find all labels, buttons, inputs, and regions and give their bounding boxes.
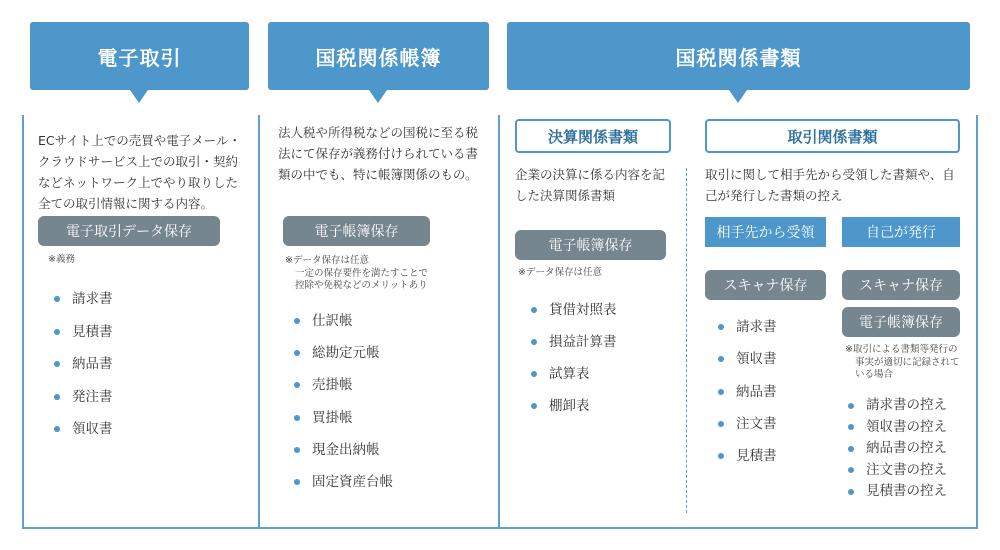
issued-documents-list [846, 395, 947, 503]
col2-description: 法人税や所得税などの国税に至る税法にて保存が義務付けられている書類の中でも、特に帳簿関係のもの。 [278, 125, 479, 182]
electronic-book-save-pill: 電子帳簿保存 [283, 216, 430, 246]
col3-sub2-note-line: いる場合 [855, 369, 894, 380]
column-divider-2 [498, 115, 500, 529]
list-item: 見積書 [716, 440, 777, 472]
list-item: 領収書の控え [846, 417, 947, 439]
col2-note [285, 255, 428, 293]
received-documents-list [716, 311, 777, 472]
header-arrow-1 [130, 90, 148, 103]
list-item: 請求書 [716, 311, 777, 343]
list-item: 棚卸表 [529, 390, 617, 422]
col3-sub1-note: ※データ保存は任意 [518, 267, 602, 278]
list-item: 現金出納帳 [292, 434, 393, 466]
list-item: 損益計算書 [529, 326, 617, 358]
col3-sub2-note-line: ※取引による書類等発行の [845, 344, 958, 355]
list-item: 領収書 [52, 413, 113, 446]
subcolumn-divider [686, 168, 687, 513]
self-issued-label: 自己が発行 [842, 217, 960, 247]
col1-note: ※義務 [48, 254, 75, 265]
header-tax-books: 国税関係帳簿 [268, 22, 489, 90]
list-item: 売掛帳 [292, 369, 393, 401]
col3-sub1-description: 企業の決算に係る内容を記した決算関係書類 [515, 167, 666, 203]
received-from-counterparty-label: 相手先から受領 [705, 217, 826, 247]
list-item: 見積書の控え [846, 481, 947, 503]
list-item: 納品書 [52, 348, 113, 381]
financial-book-save-pill: 電子帳簿保存 [515, 230, 666, 260]
list-item: 納品書 [716, 376, 777, 408]
header-arrow-2 [369, 90, 387, 103]
financial-documents-list [529, 294, 617, 422]
list-item: 注文書 [716, 408, 777, 440]
column-divider-1 [258, 115, 260, 529]
col2-note-line: 一定の保存要件を満たすことで [295, 267, 429, 279]
col3-sub2-note-line: 事実が適切に記録されて [855, 356, 960, 368]
list-item: 発注書 [52, 381, 113, 414]
list-item: 請求書の控え [846, 395, 947, 417]
list-item: 貸借対照表 [529, 294, 617, 326]
col3-sub2-description: 取引に関して相手先から受領した書類や、自己が発行した書類の控え [705, 167, 955, 203]
col1-document-list [52, 283, 113, 446]
list-item: 領収書 [716, 343, 777, 375]
col3-sub2-note [845, 344, 960, 382]
issued-book-save-pill: 電子帳簿保存 [842, 307, 960, 337]
col1-description: ECサイト上での売買や電子メール・クラウドサービス上での取引・契約などネットワーク上でやり取りした全ての取引情報に関する内容。 [38, 133, 242, 211]
header-arrow-3 [729, 90, 747, 103]
list-item: 仕訳帳 [292, 305, 393, 337]
issued-scanner-save-pill: スキャナ保存 [842, 270, 960, 300]
col2-note-line: ※データ保存は任意 [285, 255, 369, 266]
list-item: 見積書 [52, 316, 113, 349]
list-item: 請求書 [52, 283, 113, 316]
col2-book-list [292, 305, 393, 498]
header-tax-documents: 国税関係書類 [507, 22, 970, 90]
list-item: 買掛帳 [292, 402, 393, 434]
header-electronic-transactions: 電子取引 [30, 22, 249, 90]
received-scanner-save-pill: スキャナ保存 [705, 270, 826, 300]
financial-documents-subheader: 決算関係書類 [515, 119, 671, 153]
list-item: 総勘定元帳 [292, 337, 393, 369]
list-item: 試算表 [529, 358, 617, 390]
list-item: 納品書の控え [846, 438, 947, 460]
col2-note-line: 控除や免税などのメリットあり [295, 280, 428, 291]
list-item: 固定資産台帳 [292, 466, 393, 498]
list-item: 注文書の控え [846, 460, 947, 482]
transaction-documents-subheader: 取引関係書類 [705, 119, 960, 153]
electronic-transaction-save-pill: 電子取引データ保存 [38, 216, 220, 246]
